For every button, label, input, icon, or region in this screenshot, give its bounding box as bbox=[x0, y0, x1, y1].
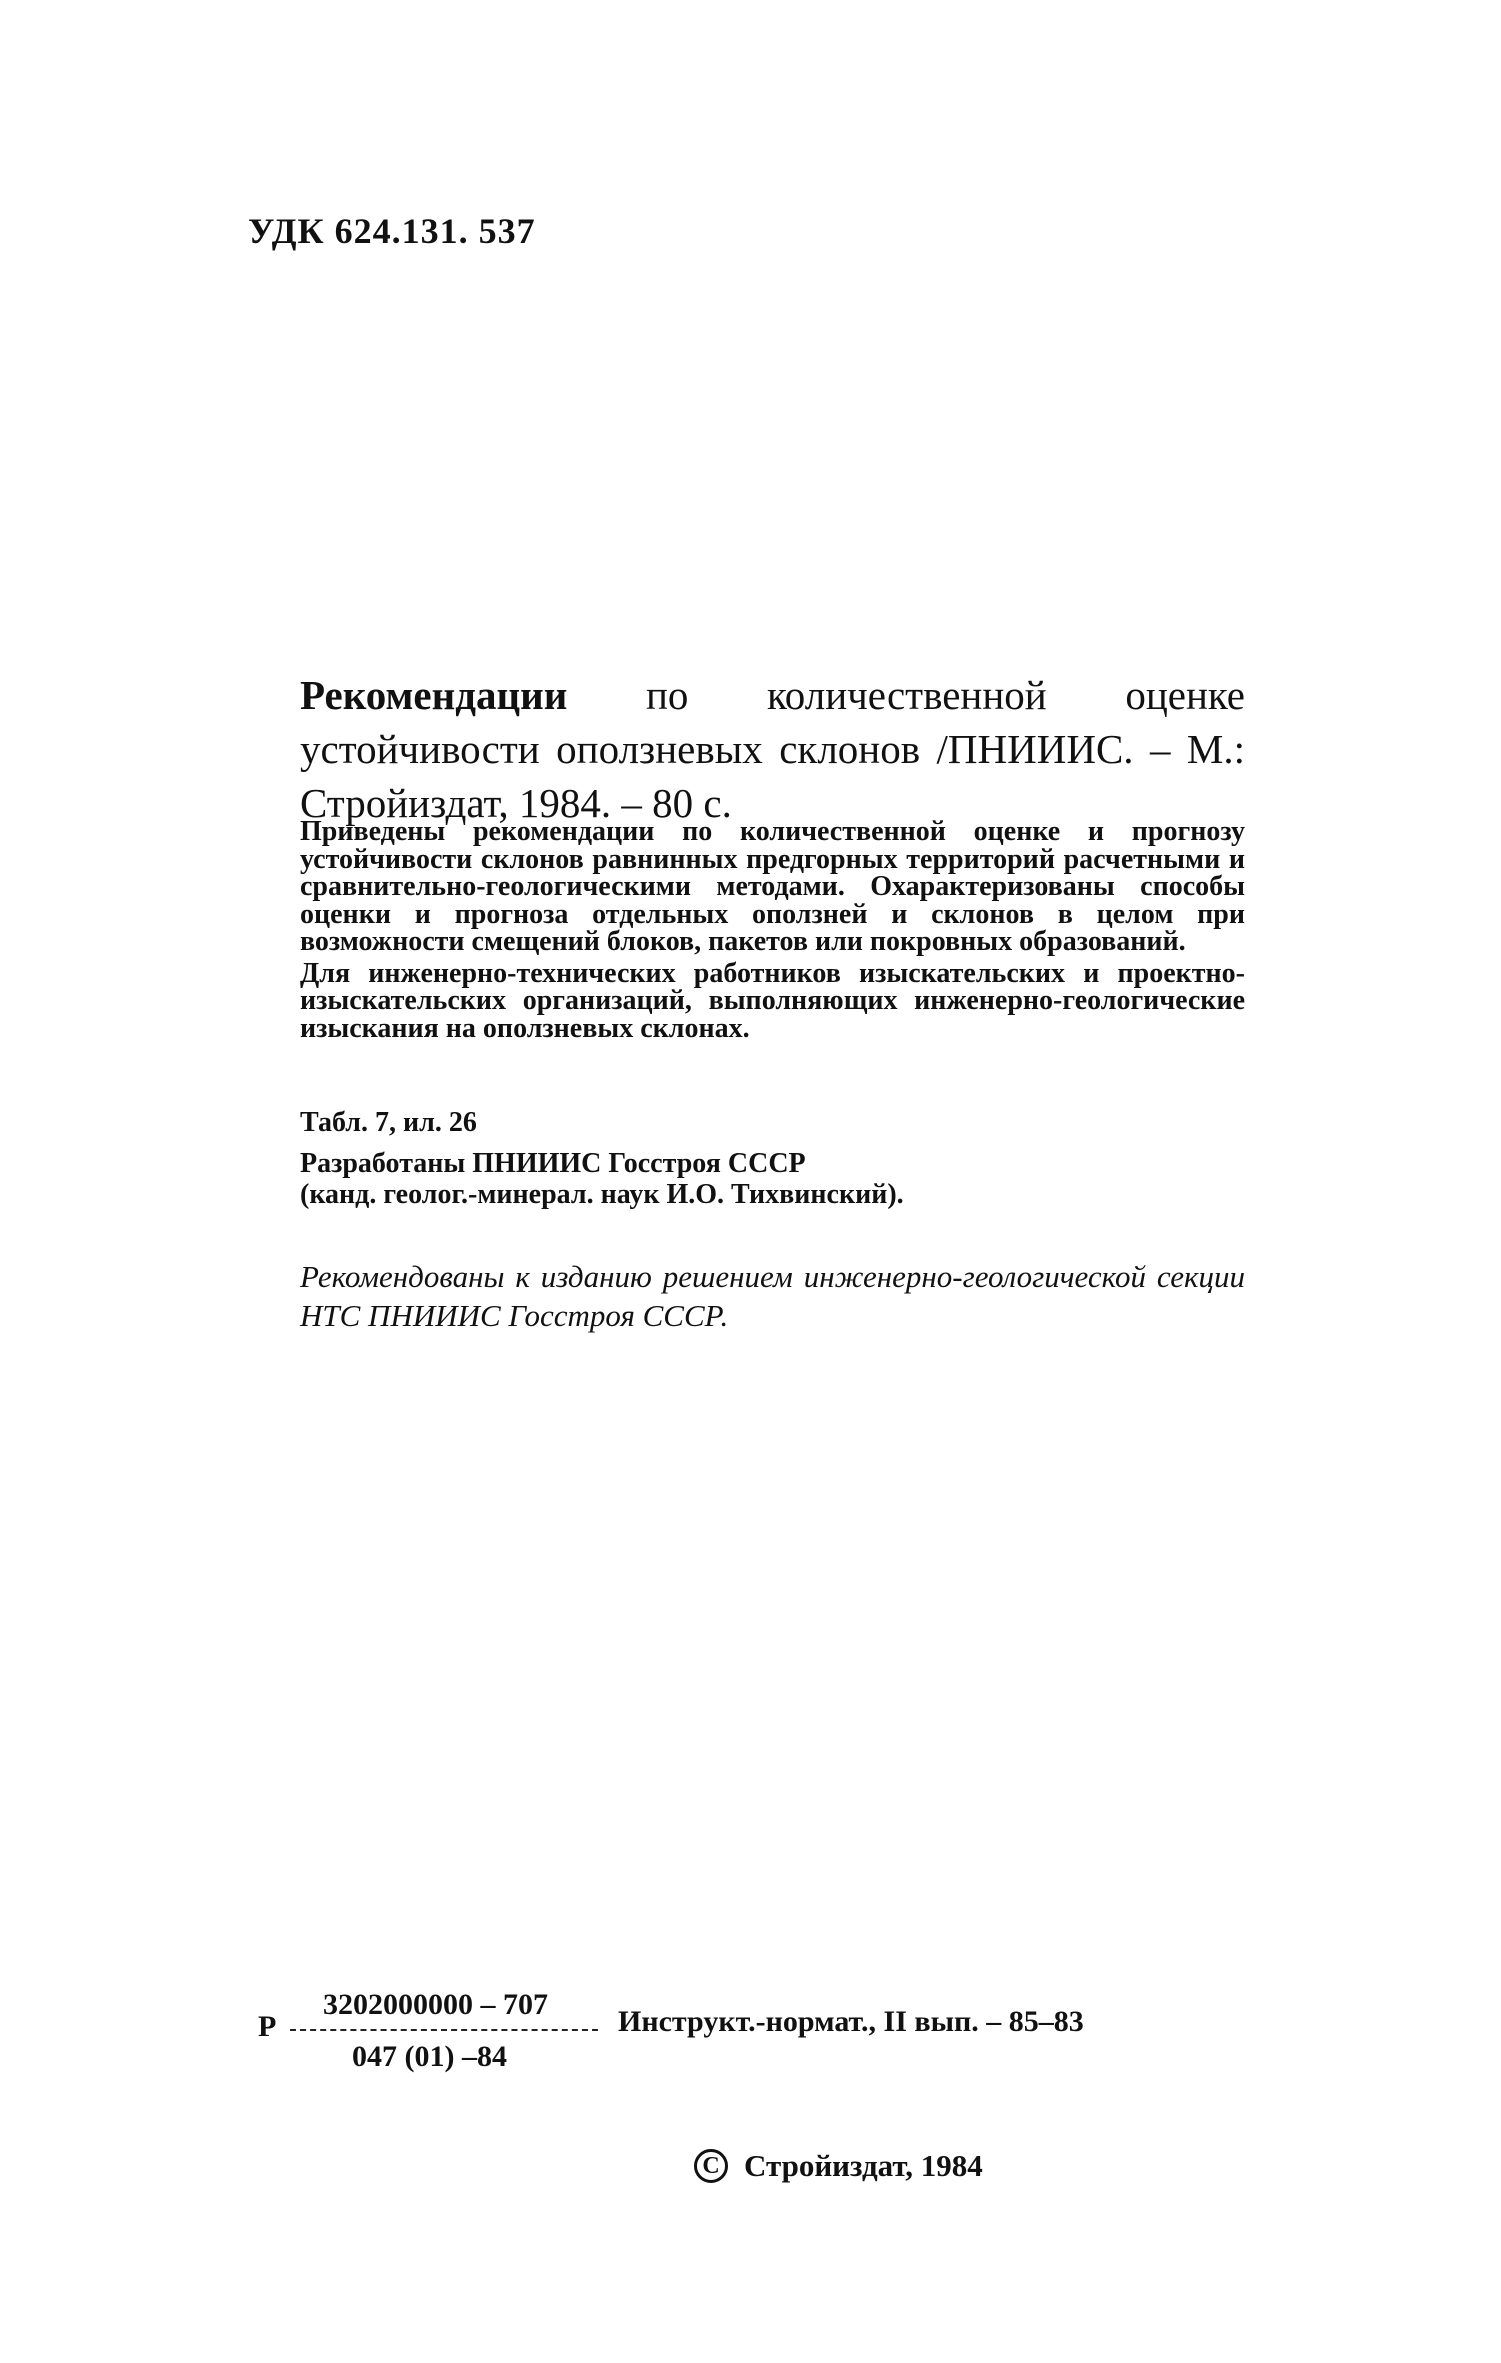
catalog-description: Инструкт.-нормат., II вып. – 85–83 bbox=[618, 2005, 1084, 2038]
developed-by bbox=[300, 1148, 904, 1210]
copyright-icon: C bbox=[694, 2149, 728, 2183]
abstract-paragraph-2: Для инженерно-технических работников изыскательских и проектно-изыскательских организаций, выполняющих инженерно-геологические изыскания на оползневых склонах. bbox=[300, 957, 1245, 1044]
copyright-line bbox=[694, 2148, 983, 2184]
recommended-note: Рекомендованы к изданию решением инженерно-геологической секции НТС ПНИИИС Госстроя СССР. bbox=[300, 1259, 1245, 1333]
citation-lead: Рекомендации bbox=[300, 672, 568, 718]
catalog-prefix: Р bbox=[258, 2010, 277, 2043]
catalog-denominator: 047 (01) –84 bbox=[352, 2040, 507, 2073]
developed-by-line-2: (канд. геолог.-минерал. наук И.О. Тихвинский). bbox=[300, 1179, 904, 1210]
abstract-paragraph-1: Приведены рекомендации по количественной оценке и прогнозу устойчивости склонов равнинных предгорных территорий расчетными и сравнительно-геологическими методами. Охарактеризованы способы оценки и прогноза отдельных оползней и склонов в целом при возможности смещений блоков, пакетов или покровных образований. bbox=[300, 816, 1245, 957]
catalog-fraction-line bbox=[290, 2029, 598, 2031]
tables-illustrations-count: Табл. 7, ил. 26 bbox=[300, 1107, 477, 1138]
abstract bbox=[300, 818, 1245, 1042]
copyright-text: Стройиздат, 1984 bbox=[744, 2148, 983, 2183]
udk-code: УДК 624.131. 537 bbox=[248, 211, 536, 251]
bibliographic-citation bbox=[300, 668, 1245, 830]
developed-by-line-1: Разработаны ПНИИИС Госстроя СССР bbox=[300, 1148, 806, 1179]
citation-rest: по количественной оценке устойчивости оползневых склонов /ПНИИИС. – М.: Стройиздат, 1984. – 80 с. bbox=[300, 672, 1245, 826]
catalog-numerator: 3202000000 – 707 bbox=[323, 1988, 548, 2021]
